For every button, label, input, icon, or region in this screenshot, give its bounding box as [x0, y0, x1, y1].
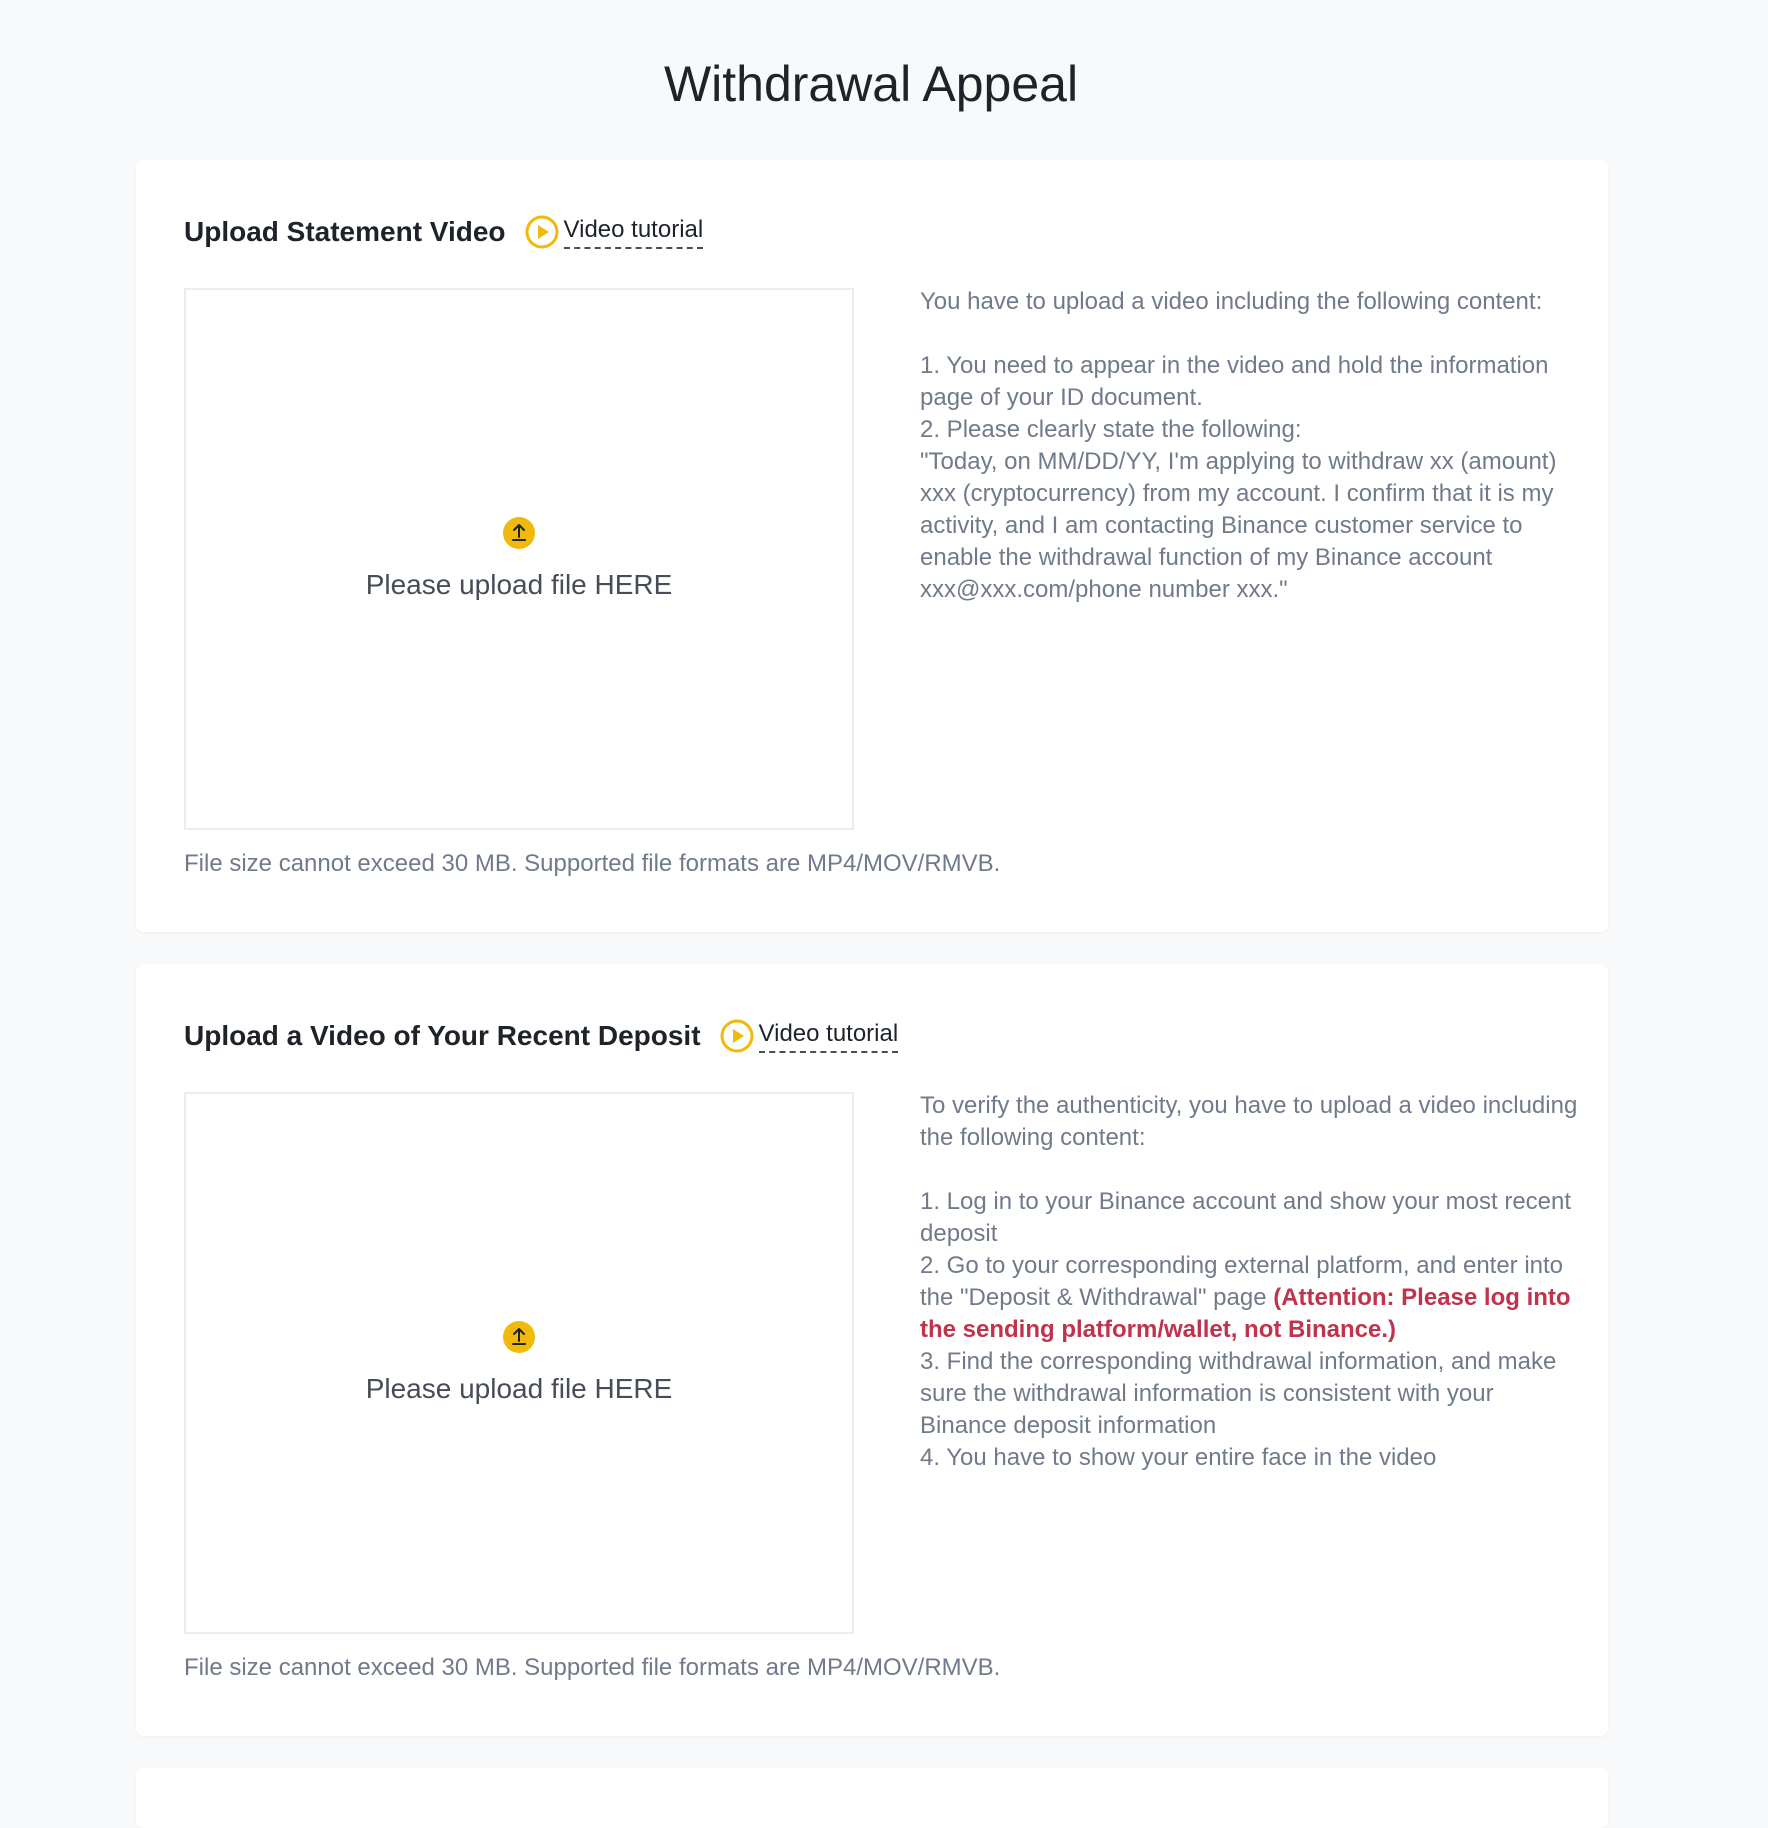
upload-label: Please upload file HERE: [365, 569, 673, 600]
play-circle-icon: [719, 1018, 755, 1054]
video-tutorial-label[interactable]: Video tutorial: [564, 215, 704, 249]
instruction-quote: "Today, on MM/DD/YY, I'm applying to withdraw xx (amount) xxx (cryptocurrency) from my account. I confirm that it is my activity, and I am contacting Binance customer service to enable the withdrawal function of my Binance account xxx@xxx.com/phone number xxx.": [920, 448, 1557, 603]
instructions-intro: You have to upload a video including the following content:: [920, 288, 1543, 315]
video-tutorial-link[interactable]: [719, 1018, 899, 1054]
instructions-intro: To verify the authenticity, you have to upload a video including the following content:: [920, 1092, 1578, 1151]
instruction-item: 1. You need to appear in the video and hold the information page of your ID document.: [920, 352, 1549, 411]
instructions: [920, 286, 1580, 606]
statement-video-card: [136, 160, 1608, 932]
instruction-item: 4. You have to show your entire face in the video: [920, 1444, 1437, 1471]
instruction-item: 2. Please clearly state the following:: [920, 416, 1302, 443]
next-card: [136, 1768, 1608, 1828]
video-tutorial-link[interactable]: [524, 214, 704, 250]
instruction-text: 2. Go to your corresponding external platform, and enter into the "Deposit & Withdrawal" page: [920, 1252, 1564, 1311]
file-size-note: File size cannot exceed 30 MB. Supported file formats are MP4/MOV/RMVB.: [184, 1654, 1001, 1681]
instruction-item: 3. Find the corresponding withdrawal information, and make sure the withdrawal information is consistent with your Binance deposit information: [920, 1348, 1557, 1439]
upload-prompt: [186, 516, 852, 605]
deposit-video-upload-area[interactable]: [184, 1092, 854, 1634]
statement-video-upload-area[interactable]: [184, 288, 854, 830]
section-title: Upload a Video of Your Recent Deposit: [184, 1020, 701, 1051]
attention-note: (Attention: Please log into the sending platform/wallet, not Binance.): [920, 1284, 1571, 1343]
recent-deposit-video-card: [136, 964, 1608, 1736]
file-size-note: File size cannot exceed 30 MB. Supported file formats are MP4/MOV/RMVB.: [184, 850, 1001, 877]
page-title: Withdrawal Appeal: [663, 56, 1079, 112]
upload-prompt: [186, 1320, 852, 1409]
instruction-item: [920, 1250, 1580, 1346]
play-circle-icon: [524, 214, 560, 250]
instructions: [920, 1090, 1580, 1474]
card-header: [184, 1016, 898, 1056]
upload-icon[interactable]: [502, 516, 536, 550]
card-header: [184, 212, 703, 252]
section-title: Upload Statement Video: [184, 216, 506, 247]
instruction-item: 1. Log in to your Binance account and show your most recent deposit: [920, 1188, 1572, 1247]
upload-icon[interactable]: [502, 1320, 536, 1354]
video-tutorial-label[interactable]: Video tutorial: [759, 1019, 899, 1053]
upload-label: Please upload file HERE: [365, 1373, 673, 1404]
